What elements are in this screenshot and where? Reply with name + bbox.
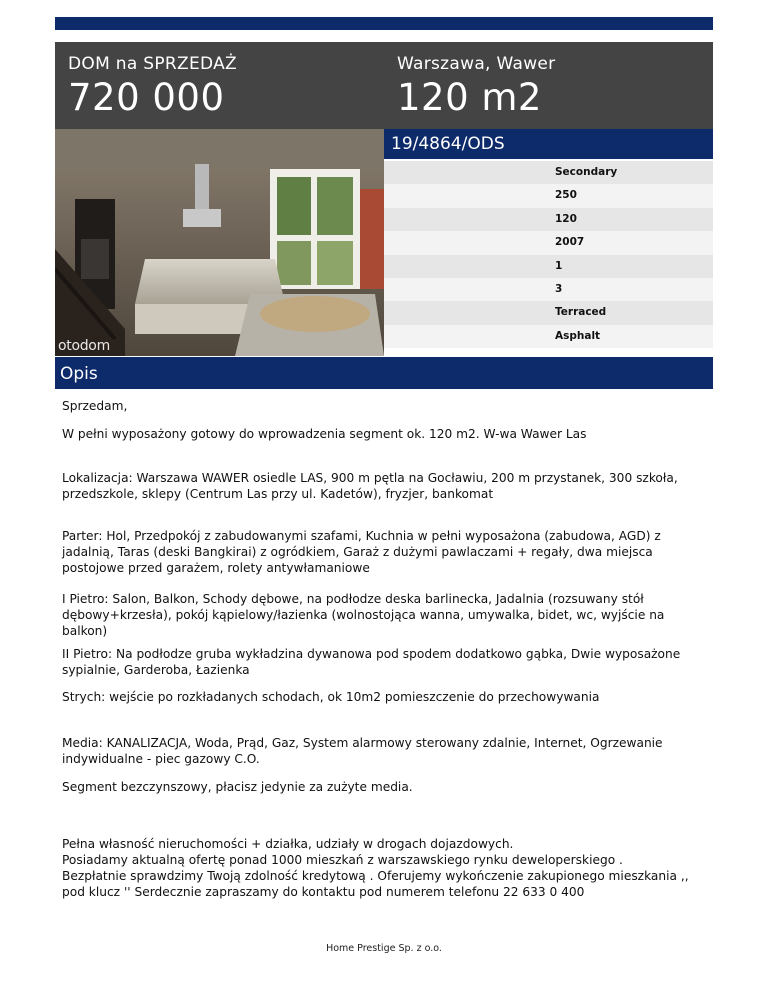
- description-paragraph: Parter: Hol, Przedpokój z zabudowanymi szafami, Kuchnia w pełni wyposażona (zabudowa, AGD) z jadalnią, Taras (deski Bangkirai) z ogródkiem, Garaż z dużymi pawlaczami + regały, dwa miejsca postojowe przed garażem, rolety antywłamaniowe: [62, 529, 661, 575]
- property-details-table: [384, 161, 713, 348]
- property-row-building-type: Terraced: [384, 301, 713, 324]
- price-block: [68, 54, 237, 120]
- property-row-value-a: 1: [384, 255, 713, 278]
- top-accent-bar: [55, 17, 713, 30]
- area: 120 m2: [397, 76, 542, 119]
- property-photo: [55, 129, 384, 356]
- offer-type: DOM na SPRZEDAŻ: [68, 54, 237, 74]
- footer-company: Home Prestige Sp. z o.o.: [326, 943, 442, 954]
- description-paragraph: Sprzedam,: [62, 399, 128, 413]
- listing-header: [55, 42, 713, 129]
- description-paragraph: Pełna własność nieruchomości + działka, udziały w drogach dojazdowych. Posiadamy aktualną ofertę ponad 1000 mieszkań z warszawskiego rynku deweloperskiego . Bezpłatnie sprawdzimy Twoją zdolność kredytową . Oferujemy wykończenie zakupionego mieszkania ,, pod klucz '' Serdecznie zapraszamy do kontaktu pod numerem telefonu 22 633 0 400: [62, 837, 689, 899]
- description-paragraph: Segment bezczynszowy, płacisz jedynie za zużyte media.: [62, 780, 413, 794]
- kitchen-photo-image: [55, 129, 384, 356]
- description-paragraph: Strych: wejście po rozkładanych schodach, ok 10m2 pomieszczenie do przechowywania: [62, 690, 600, 704]
- description-paragraph: W pełni wyposażony gotowy do wprowadzenia segment ok. 120 m2. W-wa Wawer Las: [62, 427, 587, 441]
- description-paragraph: I Pietro: Salon, Balkon, Schody dębowe, na podłodze deska barlinecka, Jadalnia (rozsuwany stół dębowy+krzesła), pokój kąpielowy/łazienka (wolnostojąca wanna, umywalka, bidet, wc, wyjście na balkon): [62, 592, 665, 638]
- otodom-watermark: otodom: [58, 338, 110, 354]
- description-paragraph: II Pietro: Na podłodze gruba wykładzina dywanowa pod spodem dodatkowo gąbka, Dwie wyposażone sypialnie, Garderoba, Łazienka: [62, 647, 681, 677]
- property-row-plot: 250: [384, 184, 713, 207]
- price: 720 000: [68, 76, 225, 119]
- property-row-value-b: 3: [384, 278, 713, 301]
- property-row-year: 2007: [384, 231, 713, 254]
- property-row-access-road: Asphalt: [384, 325, 713, 348]
- property-row-market: Secondary: [384, 161, 713, 184]
- location: Warszawa, Wawer: [397, 54, 556, 74]
- location-block: [397, 54, 555, 120]
- description-heading: Opis: [55, 357, 713, 389]
- description-paragraph: Media: KANALIZACJA, Woda, Prąd, Gaz, System alarmowy sterowany zdalnie, Internet, Ogrzewanie indywidualne - piec gazowy C.O.: [62, 736, 663, 766]
- property-row-area: 120: [384, 208, 713, 231]
- reference-number: 19/4864/ODS: [384, 129, 713, 159]
- description-paragraph: Lokalizacja: Warszawa WAWER osiedle LAS, 900 m pętla na Gocławiu, 200 m przystanek, 300 szkoła, przedszkole, sklepy (Centrum Las przy ul. Kadetów), fryzjer, bankomat: [62, 471, 678, 501]
